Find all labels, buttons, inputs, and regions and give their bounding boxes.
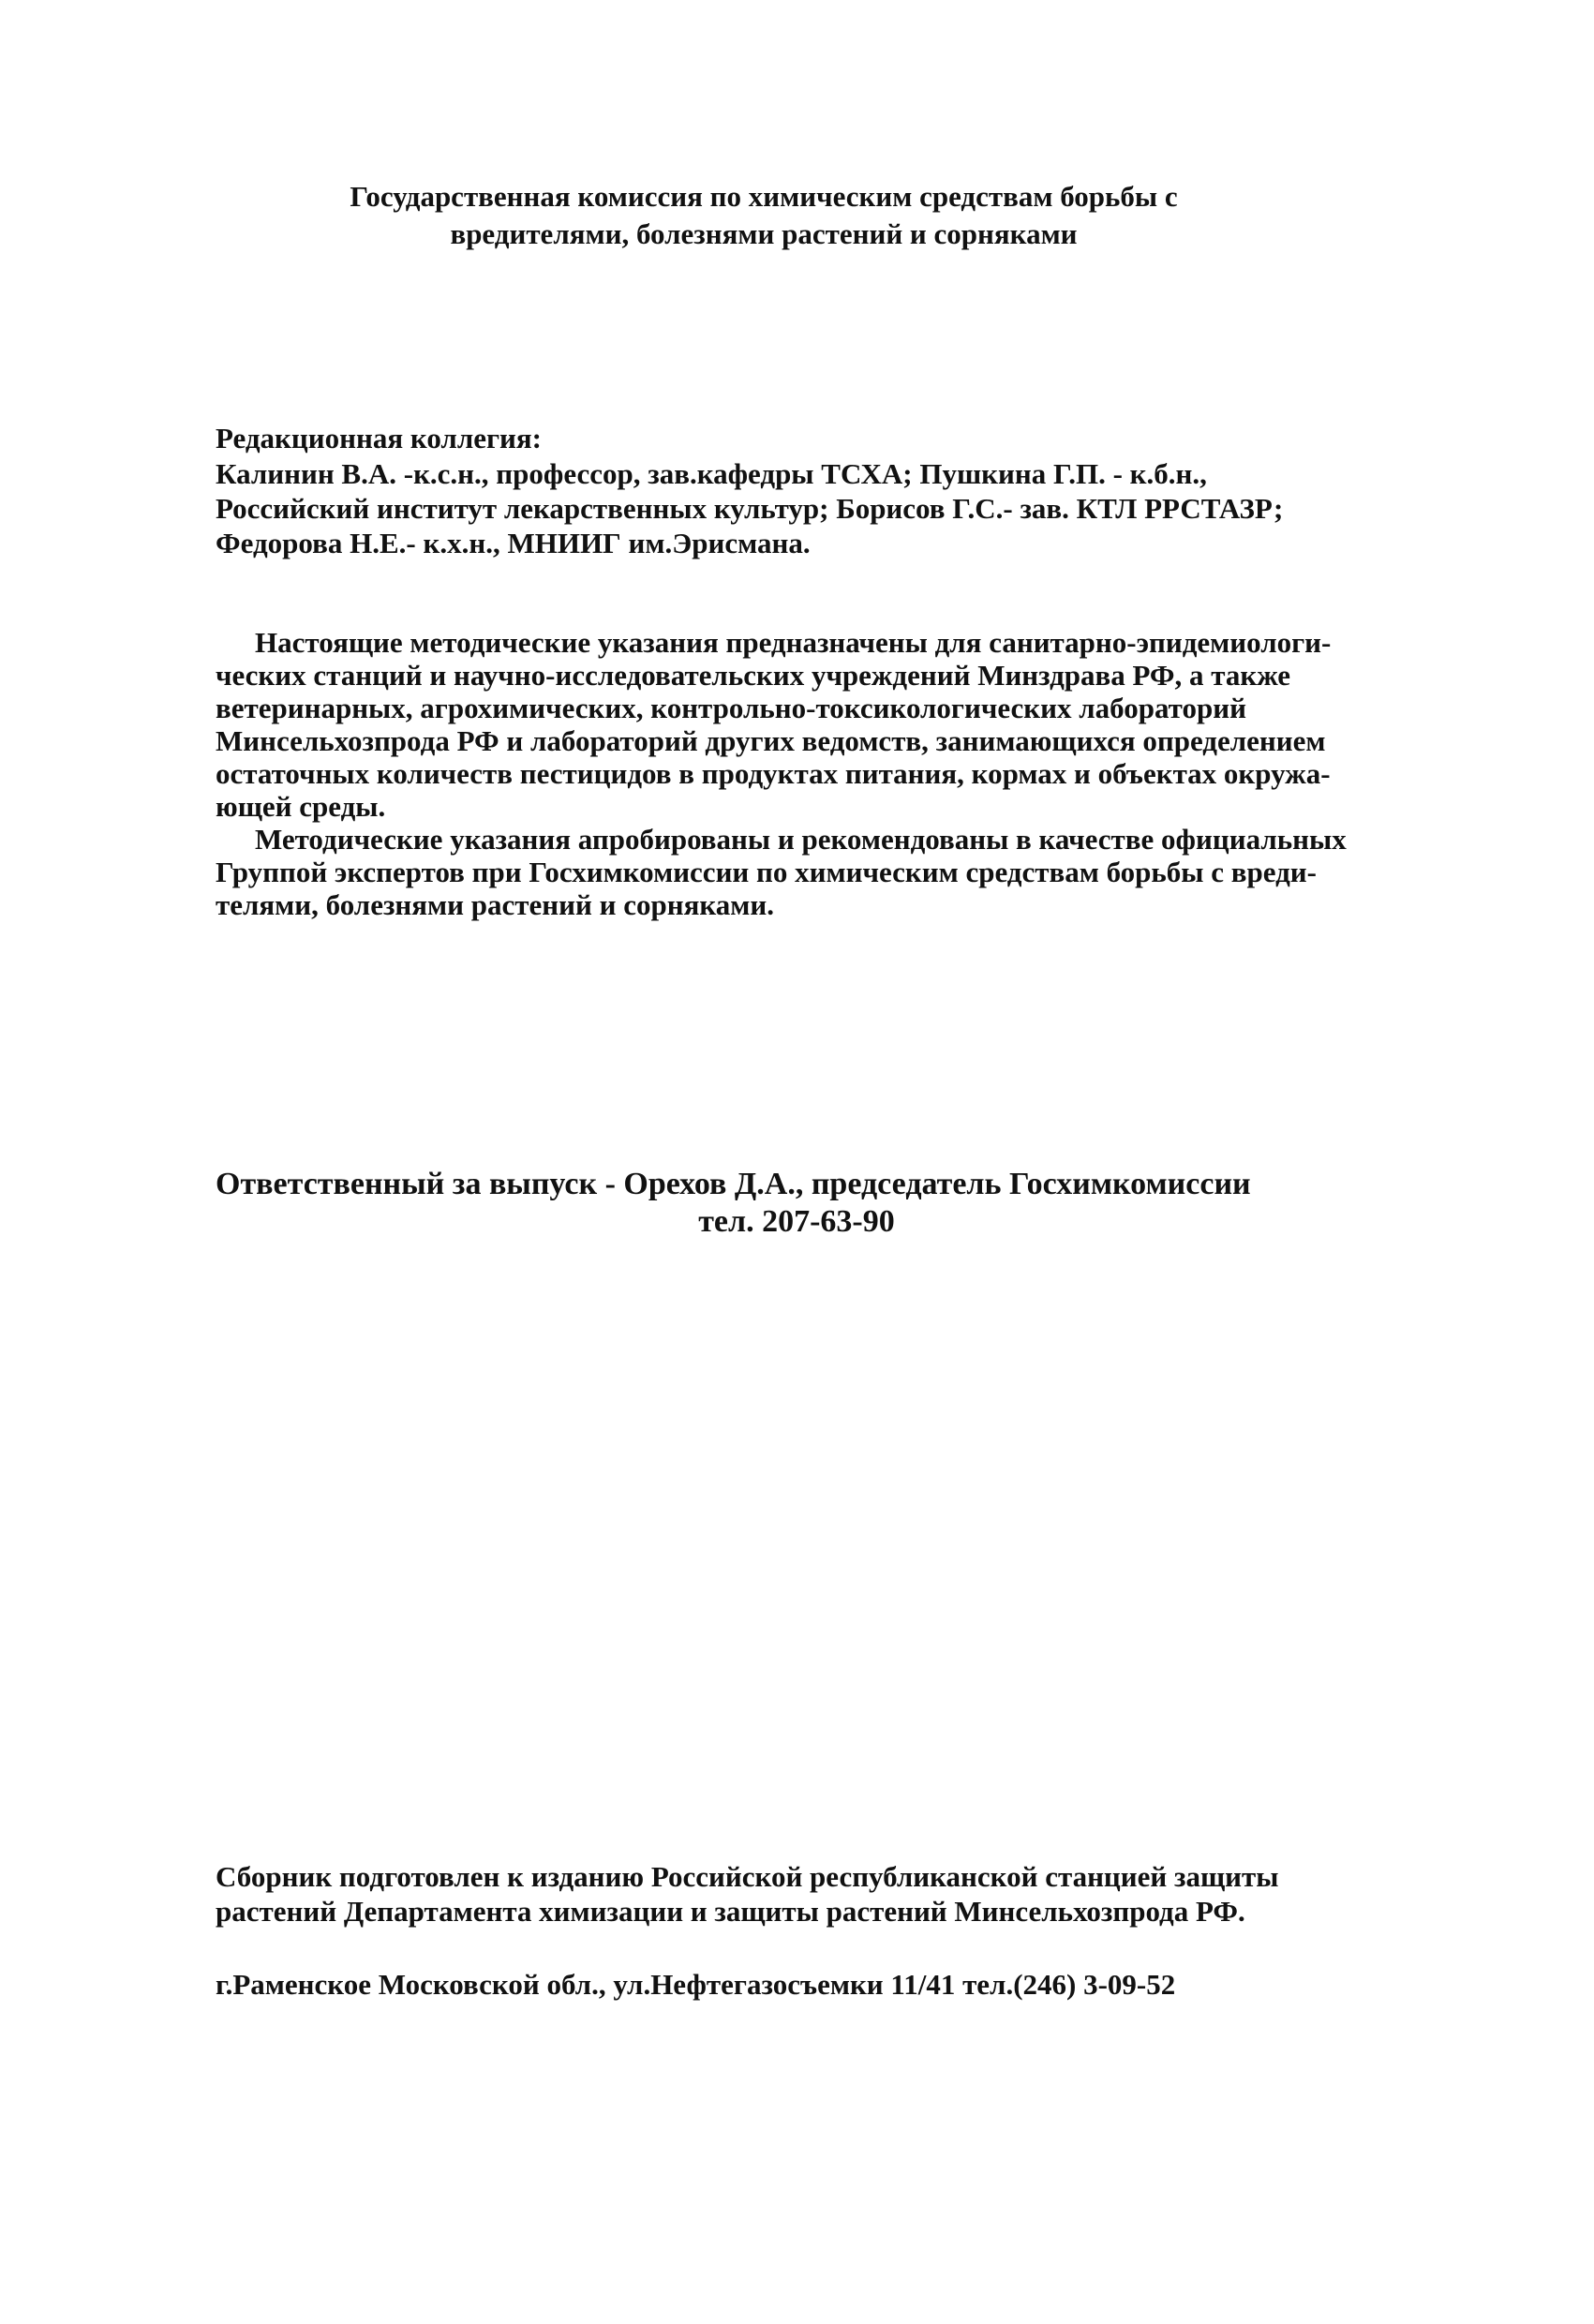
editorial-board-line-1: Калинин В.А. -к.с.н., профессор, зав.кафедры ТСХА; Пушкина Г.П. - к.б.н., <box>216 457 1207 490</box>
editorial-board-heading: Редакционная коллегия: <box>216 422 543 454</box>
responsible-person: Ответственный за выпуск - Орехов Д.А., председатель Госхимкомиссии <box>216 1167 1251 1201</box>
purpose-line-9: телями, болезнями растений и сорняками. <box>216 888 774 921</box>
editorial-board-line-2: Российский институт лекарственных культур; Борисов Г.С.- зав. КТЛ РРСТАЗР; <box>216 492 1284 525</box>
prepared-line-1: Сборник подготовлен к изданию Российской республиканской станцией защиты <box>216 1860 1279 1893</box>
purpose-line-5: остаточных количеств пестицидов в продуктах питания, кормах и объектах окружа- <box>216 757 1331 790</box>
purpose-line-2: ческих станций и научно-исследовательских учреждений Минздрава РФ, а также <box>216 659 1291 692</box>
purpose-line-8: Группой экспертов при Госхимкомиссии по химическим средствам борьбы с вреди- <box>216 856 1317 888</box>
purpose-line-1: Настоящие методические указания предназначены для санитарно-эпидемиологи- <box>255 626 1332 659</box>
editorial-board-line-3: Федорова Н.Е.- к.х.н., МНИИГ им.Эрисмана. <box>216 527 811 559</box>
address-line: г.Раменское Московской обл., ул.Нефтегазосъемки 11/41 тел.(246) 3-09-52 <box>216 1968 1176 2001</box>
purpose-line-7: Методические указания апробированы и рекомендованы в качестве официальных <box>255 823 1347 856</box>
purpose-line-4: Минсельхозпрода РФ и лабораторий других ведомств, занимающихся определением <box>216 724 1326 757</box>
purpose-line-3: ветеринарных, агрохимических, контрольно-токсикологических лабораторий <box>216 692 1246 724</box>
prepared-line-2: растений Департамента химизации и защиты растений Минсельхозпрода РФ. <box>216 1895 1245 1928</box>
commission-title-line-2: вредителями, болезнями растений и сорняками <box>450 217 1078 250</box>
commission-title-line-1: Государственная комиссия по химическим средствам борьбы с <box>350 180 1178 213</box>
purpose-line-6: ющей среды. <box>216 790 386 823</box>
responsible-phone: тел. 207-63-90 <box>698 1204 895 1239</box>
